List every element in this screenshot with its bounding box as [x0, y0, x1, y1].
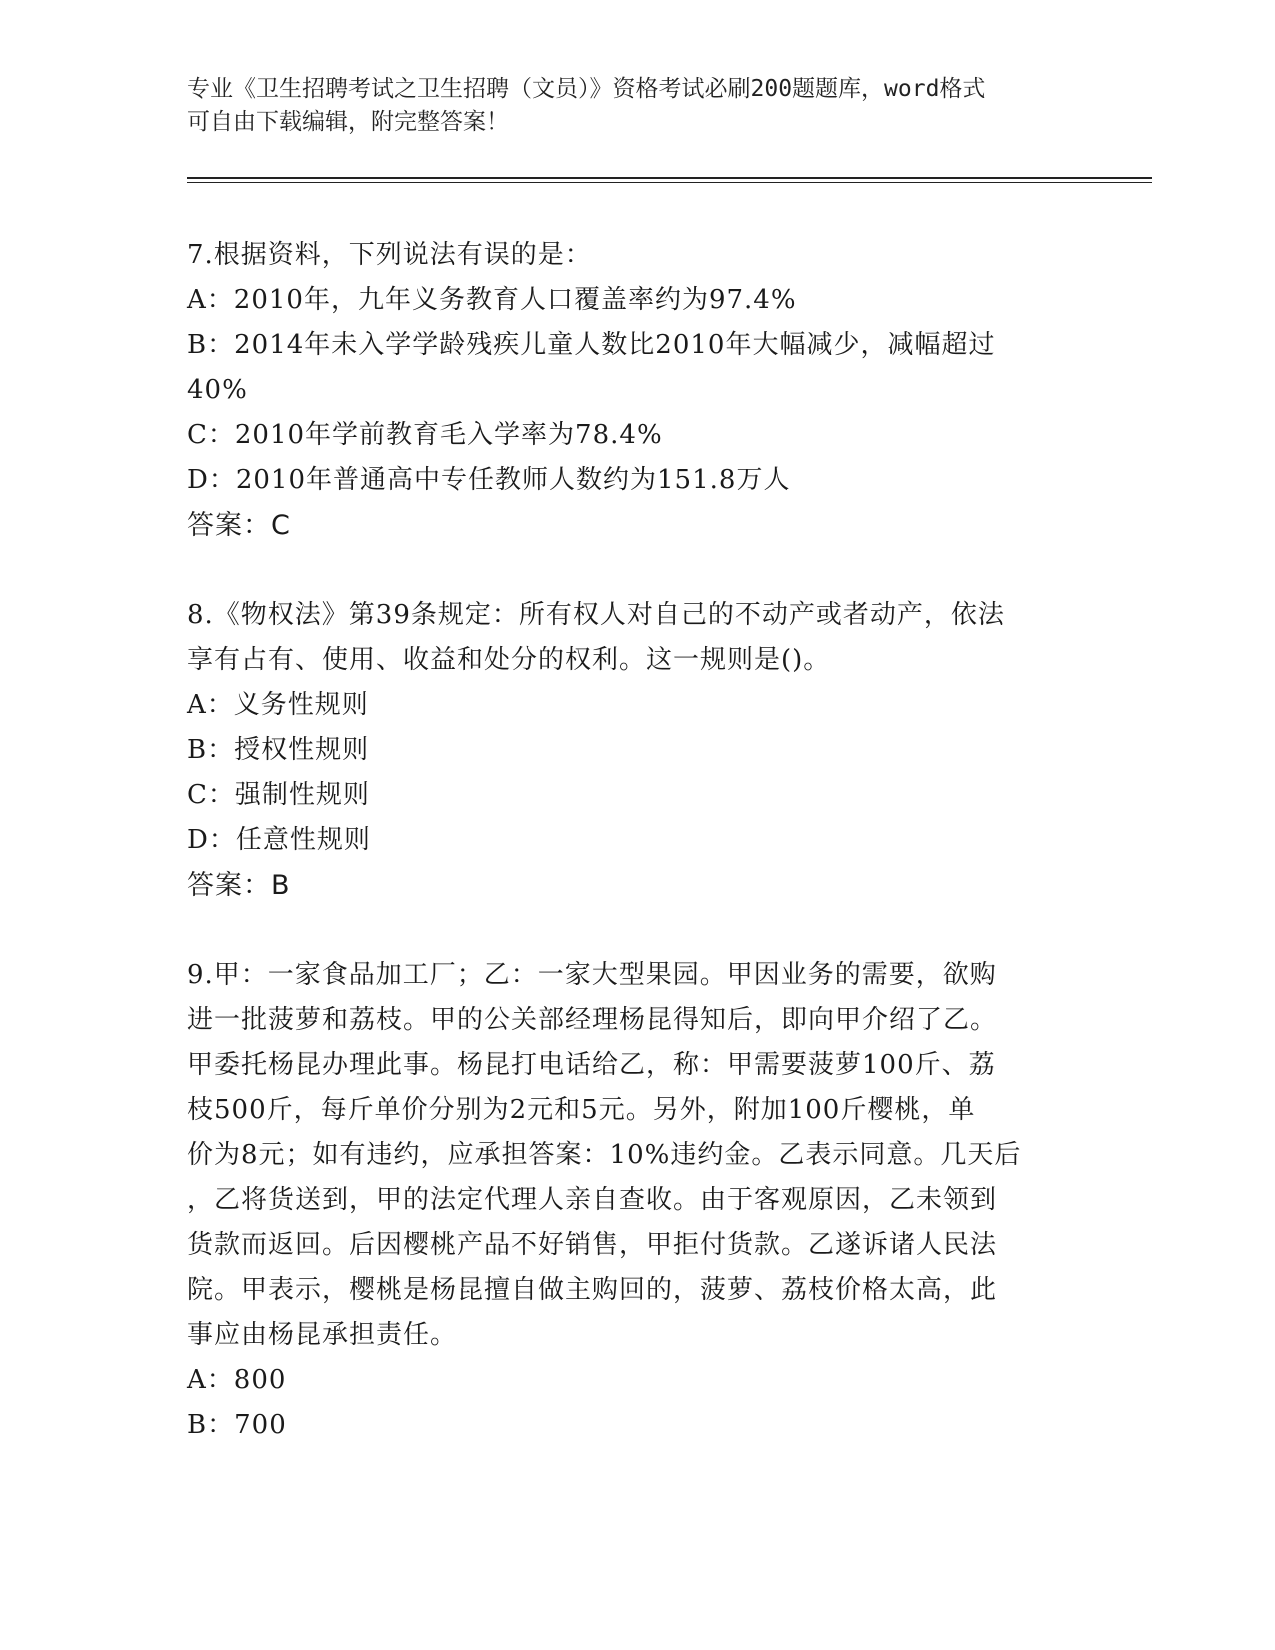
document-header — [187, 73, 1067, 139]
question-spacer — [187, 908, 1087, 953]
question-stem-line: 9.甲：一家食品加工厂；乙：一家大型果园。甲因业务的需要，欲购 — [187, 960, 997, 990]
question-stem-line: 院。甲表示，樱桃是杨昆擅自做主购回的，菠萝、荔枝价格太高，此 — [187, 1275, 998, 1305]
option-b: B：2014年未入学学龄残疾儿童人数比2010年大幅减少，减幅超过 — [187, 330, 996, 360]
question-9 — [187, 953, 1087, 1448]
header-divider-thin — [187, 182, 1152, 183]
question-stem-line: 事应由杨昆承担责任。 — [187, 1320, 458, 1350]
option-d: D：2010年普通高中专任教师人数约为151.8万人 — [187, 465, 791, 495]
option-c: C：强制性规则 — [187, 780, 370, 810]
option-b-continued: 40% — [187, 375, 248, 405]
option-c: C：2010年学前教育毛入学率为78.4% — [187, 420, 663, 450]
question-stem-line: 甲委托杨昆办理此事。杨昆打电话给乙，称：甲需要菠萝100斤、荔 — [187, 1050, 996, 1080]
question-stem-line: 享有占有、使用、收益和处分的权利。这一规则是()。 — [187, 645, 831, 675]
option-b: B：700 — [187, 1410, 287, 1440]
header-line-1: 专业《卫生招聘考试之卫生招聘（文员）》资格考试必刷200题题库，word格式 — [187, 76, 986, 102]
question-stem-line: 价为8元；如有违约，应承担答案：10%违约金。乙表示同意。几天后 — [187, 1140, 1022, 1170]
question-stem-line: 进一批菠萝和荔枝。甲的公关部经理杨昆得知后，即向甲介绍了乙。 — [187, 1005, 998, 1035]
header-line-2: 可自由下载编辑，附完整答案！ — [187, 109, 509, 135]
question-stem-line: 货款而返回。后因樱桃产品不好销售，甲拒付货款。乙遂诉诸人民法 — [187, 1230, 998, 1260]
option-a: A：800 — [187, 1365, 287, 1395]
question-stem-line: 8.《物权法》第39条规定：所有权人对自己的不动产或者动产，依法 — [187, 600, 1005, 630]
question-stem-line: 7.根据资料，下列说法有误的是： — [187, 240, 592, 270]
question-stem-line: ，乙将货送到，甲的法定代理人亲自查收。由于客观原因，乙未领到 — [187, 1185, 998, 1215]
question-spacer — [187, 548, 1087, 593]
option-b: B：授权性规则 — [187, 735, 370, 765]
header-divider-thick — [187, 177, 1152, 179]
question-list — [187, 233, 1087, 1448]
question-7 — [187, 233, 1087, 548]
question-8 — [187, 593, 1087, 908]
option-a: A：2010年，九年义务教育人口覆盖率约为97.4% — [187, 285, 797, 315]
answer-line: 答案：C — [187, 510, 291, 541]
question-stem-line: 枝500斤，每斤单价分别为2元和5元。另外，附加100斤樱桃，单 — [187, 1095, 976, 1125]
option-d: D：任意性规则 — [187, 825, 371, 855]
answer-line: 答案：B — [187, 870, 291, 901]
option-a: A：义务性规则 — [187, 690, 369, 720]
